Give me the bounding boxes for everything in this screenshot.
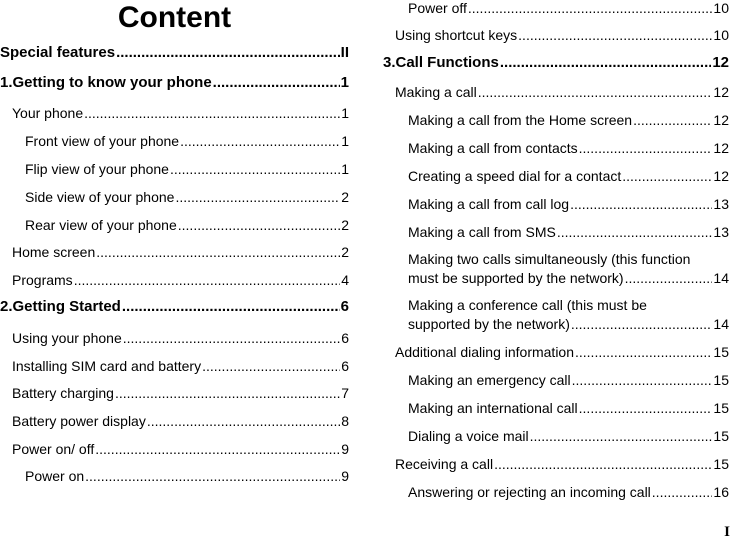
toc-entry-title: Using your phone bbox=[12, 330, 122, 346]
toc-entry-page: 13 bbox=[713, 224, 729, 240]
dot-leader bbox=[123, 328, 340, 348]
toc-entry-page: 15 bbox=[713, 456, 729, 472]
toc-entry-page: 9 bbox=[341, 468, 349, 484]
toc-entry-call-from-sms[interactable] bbox=[408, 222, 729, 242]
toc-entry-international-call[interactable] bbox=[408, 398, 729, 418]
dot-leader bbox=[622, 166, 712, 186]
toc-entry-receiving-call[interactable] bbox=[395, 454, 729, 474]
dot-leader bbox=[170, 159, 340, 179]
toc-entry-title-continued: supported by the network) bbox=[408, 316, 570, 332]
toc-entry-voice-mail[interactable] bbox=[408, 426, 729, 446]
toc-entry-power-on-off[interactable] bbox=[12, 439, 349, 459]
toc-entry-title: Power off bbox=[408, 0, 467, 16]
toc-entry-chapter-3[interactable] bbox=[383, 53, 729, 73]
toc-entry-page: 15 bbox=[713, 344, 729, 360]
toc-entry-title: Using shortcut keys bbox=[395, 27, 518, 43]
toc-entry-page: 12 bbox=[713, 112, 729, 128]
toc-entry-title: Battery charging bbox=[12, 385, 114, 401]
toc-entry-title: 1.Getting to know your phone bbox=[0, 74, 212, 91]
dot-leader bbox=[468, 0, 713, 18]
toc-entry-your-phone[interactable] bbox=[12, 103, 349, 123]
toc-entry-chapter-2[interactable] bbox=[0, 297, 349, 317]
dot-leader bbox=[202, 356, 340, 376]
dot-leader bbox=[122, 297, 340, 317]
toc-entry-programs[interactable] bbox=[12, 270, 349, 290]
toc-entry-title: 2.Getting Started bbox=[0, 298, 121, 315]
toc-entry-title: Special features bbox=[0, 44, 116, 61]
toc-entry-page: 12 bbox=[713, 84, 729, 100]
dot-leader bbox=[95, 439, 340, 459]
toc-entry-title: Answering or rejecting an incoming call bbox=[408, 484, 651, 500]
toc-entry-title: Making an emergency call bbox=[408, 372, 571, 388]
dot-leader bbox=[557, 222, 713, 242]
dot-leader bbox=[494, 454, 712, 474]
toc-entry-flip-view[interactable] bbox=[25, 159, 349, 179]
toc-entry-page: 4 bbox=[341, 272, 349, 288]
toc-entry-special-features[interactable] bbox=[0, 43, 349, 63]
toc-entry-title: Power on bbox=[25, 468, 85, 484]
toc-entry-page: 13 bbox=[713, 196, 729, 212]
toc-entry-title: Creating a speed dial for a contact bbox=[408, 168, 622, 184]
toc-entry-page: 15 bbox=[713, 428, 729, 444]
toc-entry-page: 10 bbox=[713, 0, 729, 16]
toc-entry-page: 1 bbox=[340, 74, 349, 91]
toc-entry-conference-call[interactable] bbox=[408, 296, 729, 334]
toc-entry-page: 16 bbox=[713, 484, 729, 500]
toc-entry-page: 7 bbox=[341, 385, 349, 401]
toc-entry-page: 6 bbox=[340, 298, 349, 315]
toc-entry-page: 14 bbox=[713, 316, 729, 332]
toc-entry-call-from-home[interactable] bbox=[408, 110, 729, 130]
toc-entry-shortcut-keys[interactable] bbox=[395, 25, 729, 45]
toc-entry-title: Dialing a voice mail bbox=[408, 428, 529, 444]
dot-leader bbox=[572, 370, 713, 390]
toc-entry-page: 6 bbox=[341, 330, 349, 346]
page-title: Content bbox=[117, 1, 232, 34]
toc-entry-title: Additional dialing information bbox=[395, 344, 574, 360]
dot-leader bbox=[84, 103, 340, 123]
toc-entry-call-from-log[interactable] bbox=[408, 194, 729, 214]
dot-leader bbox=[571, 315, 713, 334]
toc-entry-page: 2 bbox=[341, 189, 349, 205]
toc-entry-page: 1 bbox=[341, 161, 349, 177]
toc-entry-power-on[interactable] bbox=[25, 466, 349, 486]
toc-entry-installing-sim[interactable] bbox=[12, 356, 349, 376]
toc-entry-using-your-phone[interactable] bbox=[12, 328, 349, 348]
toc-entry-title: Making a call from SMS bbox=[408, 224, 556, 240]
toc-entry-title: Making a call from call log bbox=[408, 196, 570, 212]
toc-entry-title-continued: must be supported by the network) bbox=[408, 270, 624, 286]
toc-entry-title: Making a call from contacts bbox=[408, 140, 578, 156]
toc-entry-call-from-contacts[interactable] bbox=[408, 138, 729, 158]
toc-entry-front-view[interactable] bbox=[25, 131, 349, 151]
toc-entry-title: Your phone bbox=[12, 105, 84, 121]
dot-leader bbox=[575, 342, 712, 362]
toc-entry-page: 12 bbox=[713, 168, 729, 184]
dot-leader bbox=[652, 482, 713, 502]
toc-entry-page: 6 bbox=[341, 358, 349, 374]
toc-entry-battery-charging[interactable] bbox=[12, 383, 349, 403]
dot-leader bbox=[518, 25, 712, 45]
toc-entry-title: Rear view of your phone bbox=[25, 217, 177, 233]
dot-leader bbox=[116, 43, 340, 63]
toc-entry-page: 2 bbox=[341, 244, 349, 260]
toc-entry-page: 12 bbox=[712, 54, 729, 71]
dot-leader bbox=[478, 82, 713, 102]
dot-leader bbox=[500, 53, 711, 73]
toc-entry-additional-dialing[interactable] bbox=[395, 342, 729, 362]
toc-entry-emergency-call[interactable] bbox=[408, 370, 729, 390]
toc-entry-page: 1 bbox=[341, 105, 349, 121]
toc-entry-title: Making two calls simultaneously (this function bbox=[408, 251, 691, 267]
dot-leader bbox=[579, 398, 713, 418]
dot-leader bbox=[213, 73, 340, 93]
toc-entry-title: Battery power display bbox=[12, 413, 146, 429]
toc-entry-title: 3.Call Functions bbox=[383, 54, 499, 71]
toc-entry-title: Making an international call bbox=[408, 400, 578, 416]
dot-leader bbox=[175, 187, 340, 207]
toc-entry-page: 9 bbox=[341, 441, 349, 457]
toc-entry-page: 15 bbox=[713, 372, 729, 388]
toc-entry-title: Front view of your phone bbox=[25, 133, 180, 149]
toc-entry-title: Flip view of your phone bbox=[25, 161, 169, 177]
toc-entry-page: 2 bbox=[341, 217, 349, 233]
toc-entry-chapter-1[interactable] bbox=[0, 73, 349, 93]
toc-entry-page: 12 bbox=[713, 140, 729, 156]
dot-leader bbox=[625, 269, 713, 288]
dot-leader bbox=[147, 411, 340, 431]
dot-leader bbox=[178, 215, 340, 235]
toc-entry-home-screen[interactable] bbox=[12, 242, 349, 262]
toc-entry-page: 10 bbox=[713, 27, 729, 43]
toc-entry-title: Power on/ off bbox=[12, 441, 95, 457]
toc-entry-battery-power-display[interactable] bbox=[12, 411, 349, 431]
toc-entry-title: Side view of your phone bbox=[25, 189, 175, 205]
toc-entry-title: Home screen bbox=[12, 244, 96, 260]
dot-leader bbox=[96, 242, 340, 262]
dot-leader bbox=[570, 194, 712, 214]
dot-leader bbox=[74, 270, 341, 290]
toc-entry-two-calls[interactable] bbox=[408, 250, 729, 288]
page-number: I bbox=[724, 524, 730, 540]
toc-entry-title: Programs bbox=[12, 272, 73, 288]
toc-entry-speed-dial[interactable] bbox=[408, 166, 729, 186]
dot-leader bbox=[85, 466, 340, 486]
toc-entry-page: II bbox=[340, 44, 349, 61]
toc-entry-title: Making a call from the Home screen bbox=[408, 112, 633, 128]
dot-leader bbox=[579, 138, 713, 158]
dot-leader bbox=[530, 426, 713, 446]
toc-entry-page: 8 bbox=[341, 413, 349, 429]
toc-entry-page: 15 bbox=[713, 400, 729, 416]
dot-leader bbox=[633, 110, 712, 130]
toc-entry-title: Installing SIM card and battery bbox=[12, 358, 202, 374]
toc-entry-answering-call[interactable] bbox=[408, 482, 729, 502]
dot-leader bbox=[115, 383, 340, 403]
toc-entry-page: 14 bbox=[713, 270, 729, 286]
toc-entry-title: Making a conference call (this must be bbox=[408, 297, 647, 313]
toc-entry-making-a-call[interactable] bbox=[395, 82, 729, 102]
dot-leader bbox=[180, 131, 340, 151]
toc-entry-side-view[interactable] bbox=[25, 187, 349, 207]
toc-entry-page: 1 bbox=[341, 133, 349, 149]
toc-entry-power-off[interactable] bbox=[408, 0, 729, 18]
toc-entry-title: Receiving a call bbox=[395, 456, 494, 472]
toc-entry-title: Making a call bbox=[395, 84, 477, 100]
toc-entry-rear-view[interactable] bbox=[25, 215, 349, 235]
